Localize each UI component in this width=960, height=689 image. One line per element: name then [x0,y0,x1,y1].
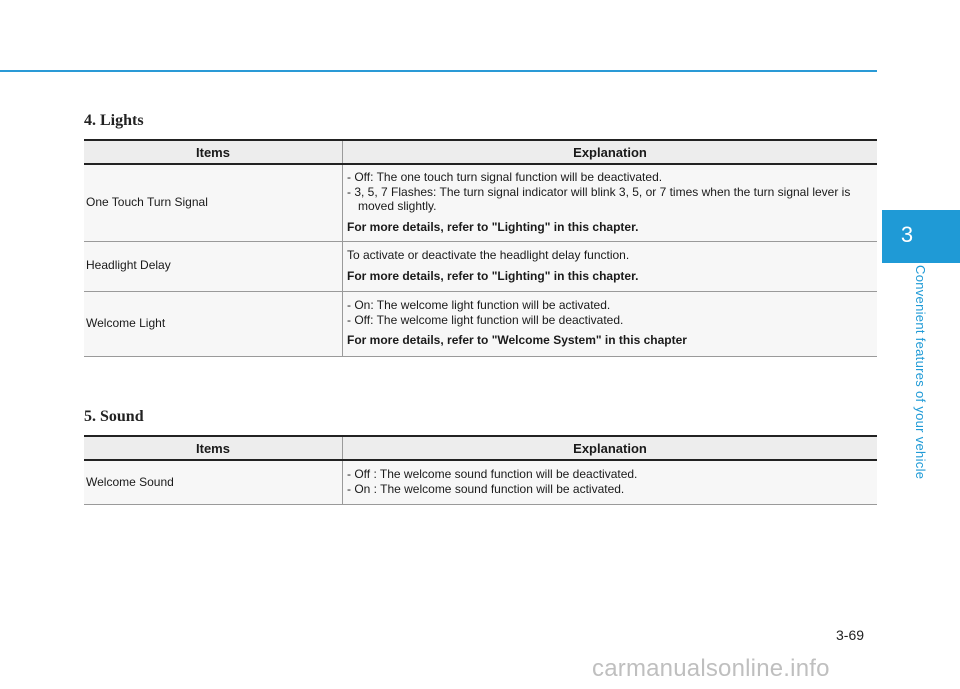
lights-table [84,139,877,357]
explanation-cell [343,460,878,504]
explanation-line: moved slightly. [358,199,437,214]
reference-note: For more details, refer to "Lighting" in this chapter. [347,219,639,234]
section-title-sound: 5. Sound [84,408,144,425]
explanation-line: - Off : The welcome sound function will be deactivated. [347,467,638,482]
item-cell: Welcome Sound [84,460,343,504]
chapter-title: Convenient features of your vehicle [913,265,928,480]
table-row [84,241,877,291]
explanation-cell [343,291,878,356]
item-cell: Headlight Delay [84,241,343,291]
table-header-row [84,436,877,460]
explanation-cell [343,164,878,241]
header-explanation: Explanation [343,140,878,164]
chapter-number: 3 [900,222,914,247]
explanation-line: - On: The welcome light function will be activated. [347,298,611,313]
header-explanation: Explanation [343,436,878,460]
top-rule [0,70,877,72]
item-cell: One Touch Turn Signal [84,164,343,241]
header-items: Items [84,140,343,164]
table-header-row [84,140,877,164]
table-row [84,164,877,241]
explanation-line: - Off: The one touch turn signal function will be deactivated. [347,170,663,185]
section-title-lights: 4. Lights [84,112,144,129]
explanation-line: To activate or deactivate the headlight delay function. [347,248,630,262]
explanation-line: - 3, 5, 7 Flashes: The turn signal indicator will blink 3, 5, or 7 times when the turn signal lever is [347,184,851,199]
sound-table [84,435,877,505]
reference-note: For more details, refer to "Welcome System" in this chapter [347,333,687,348]
explanation-cell [343,241,878,291]
explanation-line: - Off: The welcome light function will be deactivated. [347,312,624,327]
item-cell: Welcome Light [84,291,343,356]
reference-note: For more details, refer to "Lighting" in this chapter. [347,268,639,283]
explanation-line: - On : The welcome sound function will be activated. [347,481,625,496]
page-number: 3-69 [836,627,865,643]
header-items: Items [84,436,343,460]
watermark: carmanualsonline.info [592,655,830,682]
table-row [84,291,877,356]
table-row [84,460,877,504]
